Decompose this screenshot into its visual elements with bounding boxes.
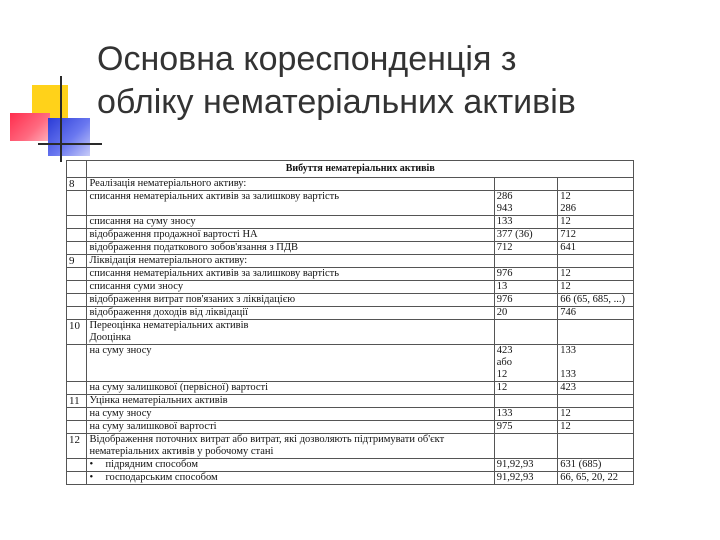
row-credit (558, 178, 634, 191)
table-row (67, 459, 634, 472)
row-debit (494, 178, 557, 191)
row-operation (87, 408, 494, 421)
row-number (67, 382, 87, 395)
row-operation-text: відображення доходів від ліквідації (89, 307, 249, 318)
row-credit: 712 (558, 229, 634, 242)
row-credit: 12 (558, 216, 634, 229)
row-credit: 641 (558, 242, 634, 255)
row-debit: 133 (494, 408, 557, 421)
row-operation (87, 459, 494, 472)
row-operation (87, 345, 494, 382)
row-credit: 746 (558, 307, 634, 320)
row-debit: 91,92,93 (494, 459, 557, 472)
row-credit (558, 434, 634, 459)
row-number: 8 (67, 178, 87, 191)
row-operation (87, 281, 494, 294)
row-operation-text: списання суми зносу (89, 281, 184, 292)
row-operation (87, 421, 494, 434)
row-credit: 12 (558, 408, 634, 421)
row-operation (87, 229, 494, 242)
row-number (67, 191, 87, 216)
row-operation-text: списання нематеріальних активів за залишкову вартість (89, 268, 340, 279)
row-operation (87, 242, 494, 255)
table-row (67, 255, 634, 268)
row-operation (87, 320, 494, 345)
table-body (67, 178, 634, 485)
row-debit: 12 (494, 382, 557, 395)
row-number (67, 281, 87, 294)
slide-title-line-1: Основна кореспонденція з (97, 40, 517, 78)
row-number (67, 421, 87, 434)
row-operation (87, 216, 494, 229)
row-debit: 20 (494, 307, 557, 320)
table-row (67, 294, 634, 307)
table-row (67, 345, 634, 382)
row-credit: 423 (558, 382, 634, 395)
row-credit: 12 (558, 421, 634, 434)
row-operation (87, 472, 494, 485)
slide-title-line-2: обліку нематеріальних активів (97, 83, 576, 121)
row-debit: 976 (494, 294, 557, 307)
row-operation (87, 191, 494, 216)
row-debit: 133 (494, 216, 557, 229)
row-number (67, 268, 87, 281)
row-operation-text: Реалізація нематеріального активу: (89, 178, 247, 189)
row-number: 10 (67, 320, 87, 345)
row-credit: 12 (558, 268, 634, 281)
bullet-icon: • (89, 472, 94, 483)
row-debit: 377 (36) (494, 229, 557, 242)
row-operation (87, 434, 494, 459)
table-row (67, 191, 634, 216)
row-operation-text: на суму залишкової (первісної) вартості (89, 382, 269, 393)
row-credit: 133 133 (558, 345, 634, 382)
row-debit (494, 434, 557, 459)
row-credit: 12 286 (558, 191, 634, 216)
table-row (67, 281, 634, 294)
table-row (67, 307, 634, 320)
row-credit: 66, 65, 20, 22 (558, 472, 634, 485)
row-operation-text: списання нематеріальних активів за залишкову вартість (89, 191, 340, 202)
row-operation (87, 395, 494, 408)
row-debit: 423 або 12 (494, 345, 557, 382)
row-operation (87, 382, 494, 395)
row-number: 9 (67, 255, 87, 268)
row-number (67, 408, 87, 421)
bullet-icon: • (89, 459, 94, 470)
slide-title (97, 38, 707, 124)
row-number (67, 472, 87, 485)
row-debit: 975 (494, 421, 557, 434)
row-number: 12 (67, 434, 87, 459)
row-operation-text: відображення податкового зобов'язання з ПДВ (89, 242, 299, 253)
row-number (67, 294, 87, 307)
document-table-image (66, 160, 634, 485)
row-operation-text: підрядним способом (105, 459, 198, 470)
row-number (67, 459, 87, 472)
row-number (67, 345, 87, 382)
table-row (67, 242, 634, 255)
row-operation (87, 255, 494, 268)
row-debit (494, 395, 557, 408)
row-operation (87, 307, 494, 320)
row-operation-text: відображення продажної вартості НА (89, 229, 258, 240)
row-operation-text: на суму зносу (89, 408, 152, 419)
row-operation-text: Переоцінка нематеріальних активів Дооцінка (89, 320, 249, 343)
accounting-table (66, 160, 634, 485)
table-row (67, 408, 634, 421)
row-debit (494, 255, 557, 268)
table-row (67, 395, 634, 408)
row-credit: 631 (685) (558, 459, 634, 472)
decor-vertical-line (60, 76, 62, 162)
row-operation-text: Відображення поточних витрат або витрат, які дозволяють підтримувати об'єкт нематеріальних активів у робочому стані (89, 434, 445, 457)
row-debit: 91,92,93 (494, 472, 557, 485)
table-row (67, 320, 634, 345)
table-row (67, 434, 634, 459)
table-header: Вибуття нематеріальних активів (87, 161, 634, 178)
row-debit: 13 (494, 281, 557, 294)
row-operation-text: Ліквідація нематеріального активу: (89, 255, 248, 266)
table-row (67, 178, 634, 191)
row-operation-text: Уцінка нематеріальних активів (89, 395, 228, 406)
row-debit (494, 320, 557, 345)
decor-horizontal-line (38, 143, 102, 145)
row-number (67, 216, 87, 229)
row-credit: 66 (65, 685, ...) (558, 294, 634, 307)
decor-blue-square (48, 118, 90, 156)
table-row (67, 268, 634, 281)
row-operation-text: на суму зносу (89, 345, 152, 356)
table-row (67, 472, 634, 485)
row-operation-text: списання на суму зносу (89, 216, 196, 227)
row-number (67, 229, 87, 242)
row-number (67, 242, 87, 255)
table-row (67, 382, 634, 395)
table-row (67, 229, 634, 242)
decor-red-square (10, 113, 50, 141)
table-row (67, 421, 634, 434)
row-operation-text: відображення витрат пов'язаних з ліквідацією (89, 294, 296, 305)
row-operation (87, 294, 494, 307)
row-number: 11 (67, 395, 87, 408)
row-debit: 286 943 (494, 191, 557, 216)
row-operation-text: господарським способом (105, 472, 218, 483)
row-number (67, 307, 87, 320)
row-debit: 976 (494, 268, 557, 281)
row-credit (558, 255, 634, 268)
row-credit (558, 395, 634, 408)
row-credit: 12 (558, 281, 634, 294)
row-operation-text: на суму залишкової вартості (89, 421, 217, 432)
row-credit (558, 320, 634, 345)
row-operation (87, 268, 494, 281)
row-debit: 712 (494, 242, 557, 255)
row-operation (87, 178, 494, 191)
table-row (67, 216, 634, 229)
